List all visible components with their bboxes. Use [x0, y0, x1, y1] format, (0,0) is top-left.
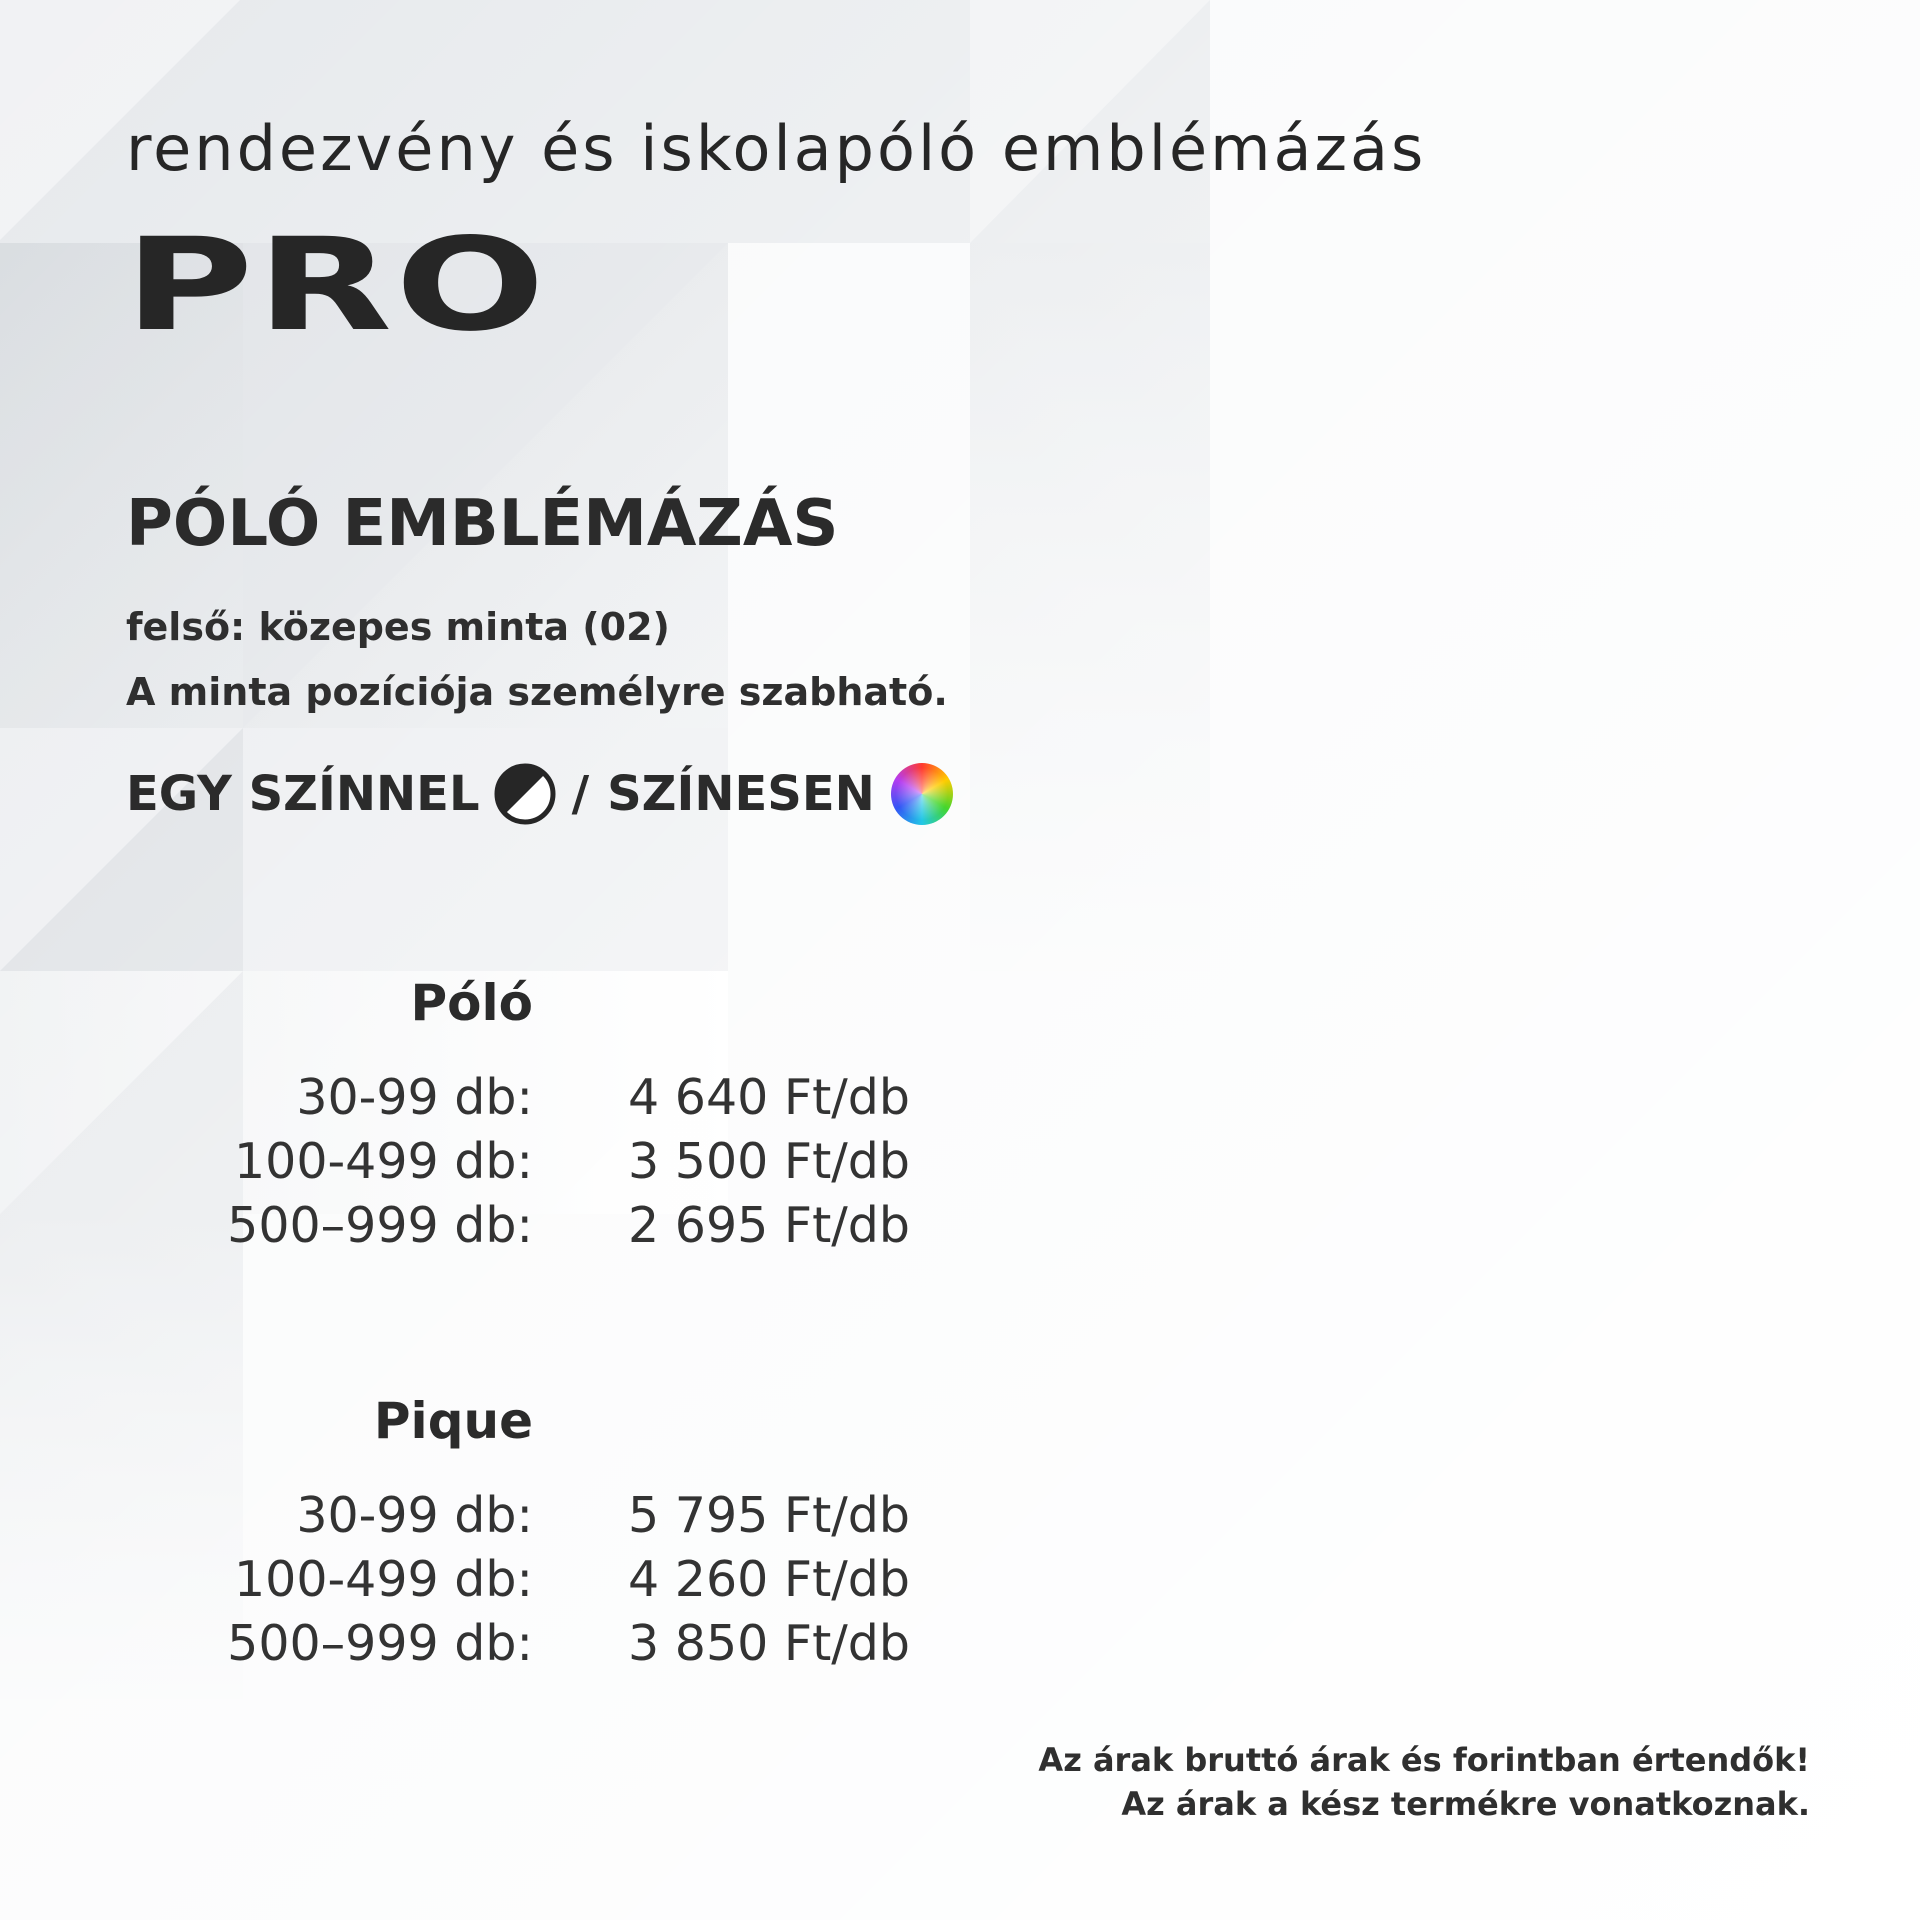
multi-color-label: SZÍNESEN [607, 766, 875, 822]
price-row [0, 1197, 1920, 1261]
price-row [0, 1069, 1920, 1133]
price-row [0, 1551, 1920, 1615]
disclaimer-line-1: Az árak bruttó árak és forintban értendők! [1038, 1741, 1810, 1779]
quantity-range: 100-499 db: [233, 1133, 533, 1190]
quantity-range: 30-99 db: [296, 1069, 533, 1126]
price-group-title: Póló [410, 974, 533, 1032]
price-row [0, 1487, 1920, 1551]
unit-price: 4 260 Ft/db [628, 1551, 910, 1608]
quantity-range: 500–999 db: [227, 1615, 533, 1672]
print-position-line: felső: közepes minta (02) [126, 605, 670, 649]
price-group-title: Pique [373, 1392, 533, 1450]
brand-title: PRO [124, 211, 548, 360]
price-row [0, 1133, 1920, 1197]
one-color-label: EGY SZÍNNEL [126, 766, 480, 822]
quantity-range: 500–999 db: [227, 1197, 533, 1254]
tagline: rendezvény és iskolapóló emblémázás [126, 112, 1427, 185]
unit-price: 3 850 Ft/db [628, 1615, 910, 1672]
unit-price: 2 695 Ft/db [628, 1197, 910, 1254]
section-title: PÓLÓ EMBLÉMÁZÁS [126, 487, 839, 561]
unit-price: 3 500 Ft/db [628, 1133, 910, 1190]
customizable-note-line: A minta pozíciója személyre szabható. [126, 670, 948, 714]
quantity-range: 100-499 db: [233, 1551, 533, 1608]
price-disclaimer [1038, 1738, 1810, 1826]
unit-price: 5 795 Ft/db [628, 1487, 910, 1544]
quantity-range: 30-99 db: [296, 1487, 533, 1544]
half-filled-circle-icon [494, 763, 556, 825]
color-separator: / [571, 766, 590, 822]
color-options [126, 762, 953, 826]
unit-price: 4 640 Ft/db [628, 1069, 910, 1126]
price-row [0, 1615, 1920, 1679]
disclaimer-line-2: Az árak a kész termékre vonatkoznak. [1121, 1785, 1810, 1823]
color-wheel-icon [891, 763, 953, 825]
